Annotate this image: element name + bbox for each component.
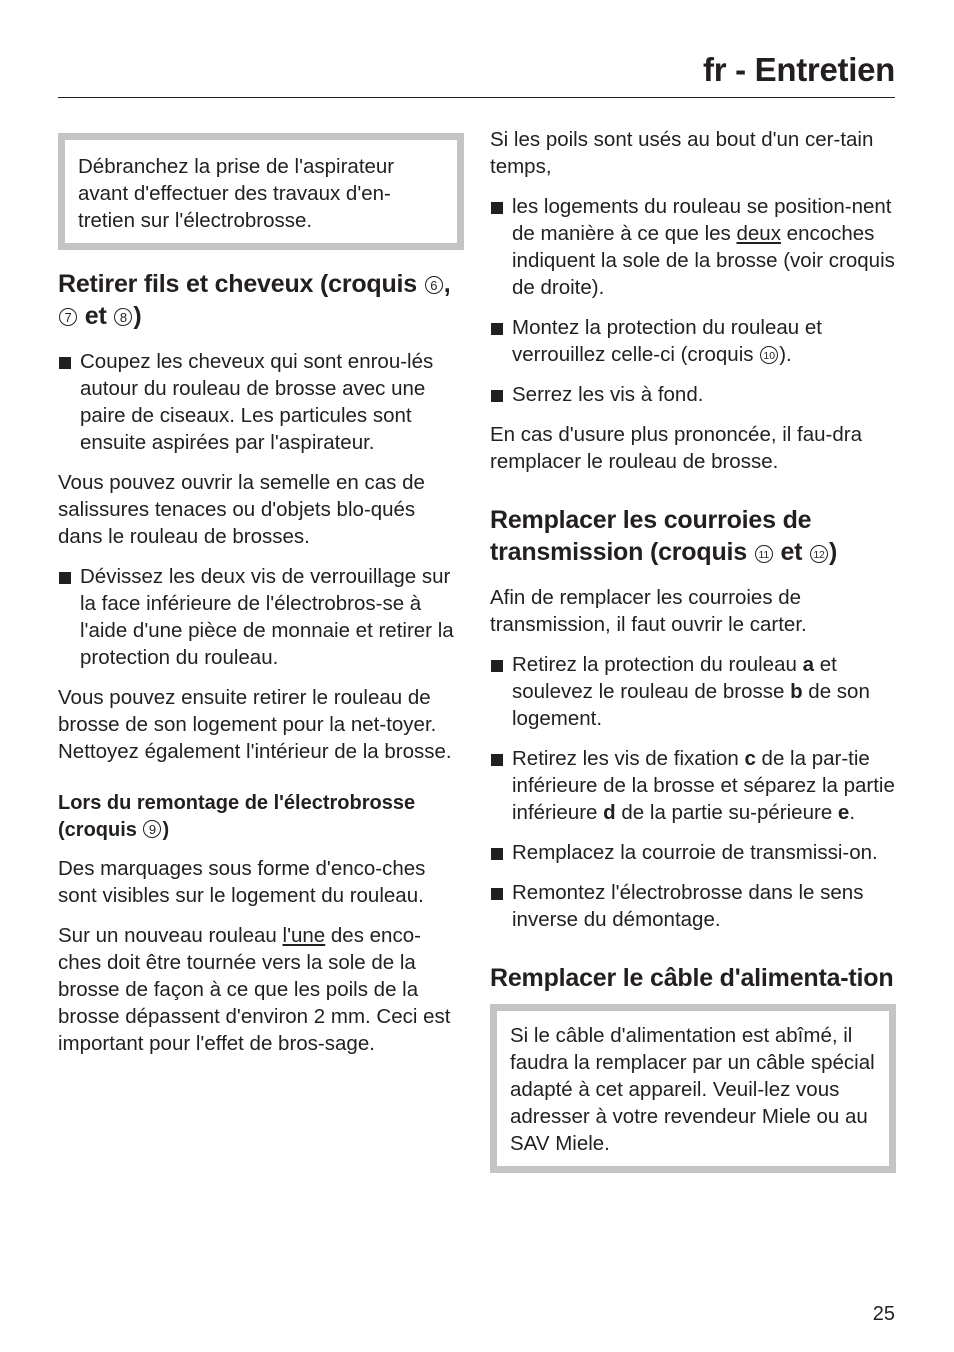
list-item: Dévissez les deux vis de verrouillage sur la face inférieure de l'électrobros-se à l'aide d'une pièce de monnaie et retirer la protection du rouleau. [58, 563, 464, 671]
bullet-list [490, 651, 896, 933]
paragraph: Vous pouvez ensuite retirer le rouleau de brosse de son logement pour la net-toyer. Nettoyez également l'intérieur de la brosse. [58, 686, 452, 763]
right-column [490, 126, 896, 1191]
list-item: Montez la protection du rouleau et verrouillez celle-ci (croquis 10 ). [490, 314, 896, 368]
section-heading-replace-belts: Remplacer les courroies de transmission (croquis 11 et 12 ) [490, 506, 838, 566]
figure-number-9: 9 [143, 820, 161, 838]
paragraph: Si les poils sont usés au bout d'un cer-tain temps, [490, 128, 874, 178]
figure-number-12: 12 [810, 545, 828, 563]
warning-text: Débranchez la prise de l'aspirateur avant d'effectuer des travaux d'en-tretien sur l'électrobrosse. [78, 155, 395, 232]
warning-box-unplug [58, 133, 464, 250]
list-item: Retirez les vis de fixation c de la par-tie inférieure de la brosse et séparez la partie inférieure d de la partie su-périeure e. [490, 745, 896, 826]
warning-box-cable [490, 1004, 896, 1173]
figure-number-10: 10 [760, 346, 778, 364]
list-item: Remplacez la courroie de transmissi-on. [490, 839, 896, 866]
paragraph: En cas d'usure plus prononcée, il fau-dra remplacer le rouleau de brosse. [490, 423, 862, 473]
paragraph: Des marquages sous forme d'enco-ches sont visibles sur le logement du rouleau. [58, 857, 426, 907]
page-title: fr - Entretien [703, 51, 895, 88]
warning-text: Si le câble d'alimentation est abîmé, il faudra la remplacer par un câble spécial adapté à cet appareil. Veuil-lez vous adresser à votre revendeur Miele ou au SAV Miele. [510, 1024, 875, 1155]
list-item: Coupez les cheveux qui sont enrou-lés autour du rouleau de brosse avec une paire de ciseaux. Les particules sont ensuite aspirées par l'aspirateur. [58, 348, 464, 456]
list-item: Serrez les vis à fond. [490, 381, 896, 408]
figure-number-11: 11 [755, 545, 773, 563]
section-heading-remove-hair: Retirer fils et cheveux (croquis 6 , 7 et 8 ) [58, 270, 451, 330]
paragraph: Vous pouvez ouvrir la semelle en cas de salissures tenaces ou d'objets blo-qués dans le rouleau de brosses. [58, 471, 425, 548]
list-item: Retirez la protection du rouleau a et soulevez le rouleau de brosse b de son logement. [490, 651, 896, 732]
list-item: Remontez l'électrobrosse dans le sens inverse du démontage. [490, 879, 896, 933]
figure-number-7: 7 [59, 308, 77, 326]
left-column [58, 126, 464, 1070]
header-divider [58, 97, 895, 98]
bullet-list [58, 348, 464, 456]
paragraph: Afin de remplacer les courroies de transmission, il faut ouvrir le carter. [490, 586, 807, 636]
bullet-list [58, 563, 464, 671]
page-number: 25 [872, 1303, 895, 1325]
figure-number-8: 8 [114, 308, 132, 326]
paragraph: Sur un nouveau rouleau l'une des enco-ches doit être tournée vers la sole de la brosse de façon à ce que les poils de la brosse dépassent d'environ 2 mm. Ceci est important pour l'effet de bros-sage. [58, 924, 451, 1055]
subsection-heading-reassembly: Lors du remontage de l'électrobrosse (croquis 9 ) [58, 792, 416, 841]
list-item: les logements du rouleau se position-nent de manière à ce que les deux encoches indiquent la sole de la brosse (voir croquis de droite). [490, 193, 896, 301]
bullet-list [490, 193, 896, 408]
figure-number-6: 6 [425, 276, 443, 294]
section-heading-replace-cable: Remplacer le câble d'alimenta-tion [490, 964, 894, 992]
